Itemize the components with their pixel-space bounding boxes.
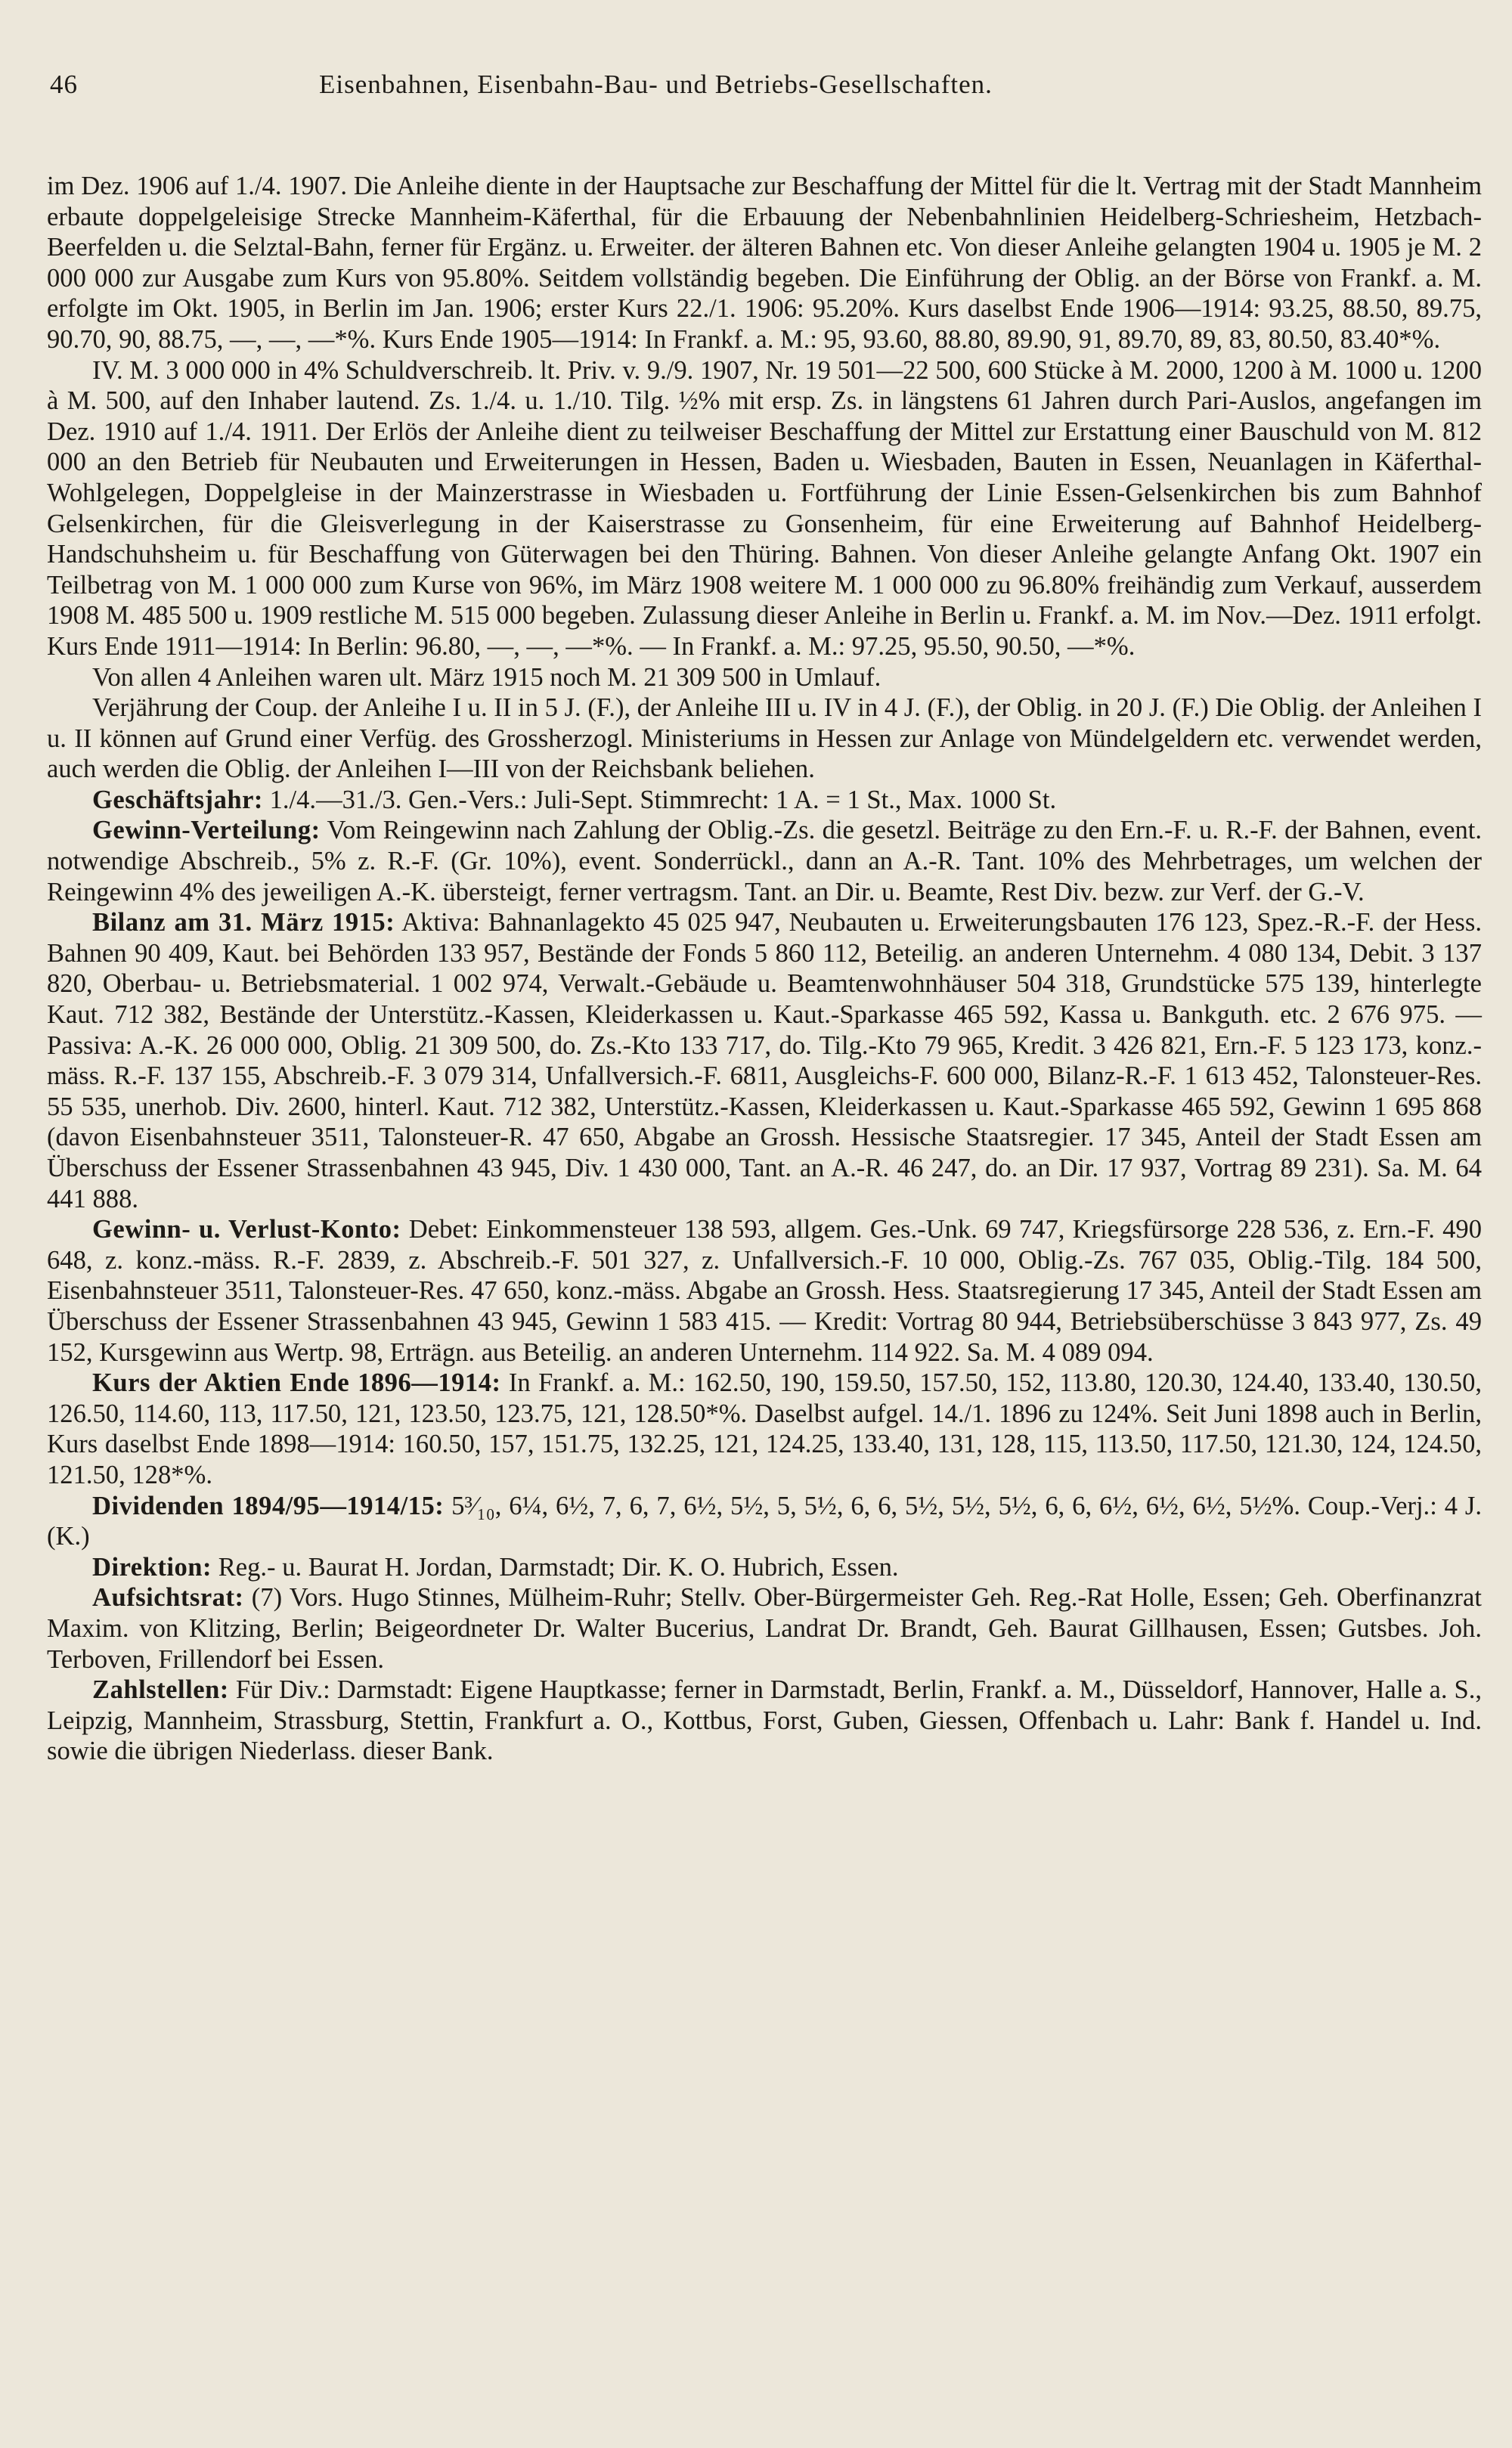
section-label: Zahlstellen: <box>92 1675 229 1705</box>
paragraph-kurs-der-aktien <box>47 1368 1482 1490</box>
page-header <box>47 70 1482 118</box>
paragraph-umlauf <box>47 662 1482 693</box>
paragraph-verjaehrung <box>47 693 1482 785</box>
paragraph-text: Von allen 4 Anleihen waren ult. März 1915 noch M. 21 309 500 in Umlauf. <box>92 662 881 692</box>
paragraph-text: im Dez. 1906 auf 1./4. 1907. Die Anleihe diente in der Hauptsache zur Beschaffung der Mittel für die lt. Vertrag mit der Stadt Mannheim erbaute doppelgeleisige Strecke Mannheim-Käferthal, für die Erbauung der Nebenbahnlinien Heidelberg-Schriesheim, Hetzbach-Beerfelden u. die Selztal-Bahn, ferner für Ergänz. u. Erweiter. der älteren Bahnen etc. Von dieser Anleihe gelangten 1904 u. 1905 je M. 2 000 000 zur Ausgabe zum Kurs von 95.80%. Seitdem vollständig begeben. Die Einführung der Oblig. an der Börse von Frankf. a. M. erfolgte im Okt. 1905, in Berlin im Jan. 1906; erster Kurs 22./1. 1906: 95.20%. Kurs daselbst Ende 1906—1914: 93.25, 88.50, 89.75, 90.70, 90, 88.75, —, —, —*%. Kurs Ende 1905—1914: In Frankf. a. M.: 95, 93.60, 88.80, 89.90, 91, 89.70, 89, 83, 80.50, 83.40*%. <box>47 172 1482 354</box>
paragraph-zahlstellen <box>47 1675 1482 1767</box>
paragraph-text: Debet: Einkommensteuer 138 593, allgem. Ges.-Unk. 69 747, Kriegsfürsorge 228 536, z. Ern.-F. 490 648, z. konz.-mäss. R.-F. 2839, z. Abschreib.-F. 501 327, z. Unfallversich.-F. 10 000, Oblig.-Zs. 767 035, Oblig.-Tilg. 184 500, Eisenbahnsteuer 3511, Talonsteuer-Res. 47 650, konz.-mäss. Abgabe an Grossh. Hess. Staatsregierung 17 345, Anteil der Stadt Essen am Überschuss der Essener Strassenbahnen 43 945, Gewinn 1 583 415. — Kredit: Vortrag 80 944, Betriebsüberschüsse 3 843 977, Zs. 49 152, Kursgewinn aus Wertp. 98, Erträgn. aus Beteilig. an anderen Unternehm. 114 922. Sa. M. 4 089 094. <box>47 1215 1482 1367</box>
paragraph-gewinn-verteilung <box>47 815 1482 907</box>
paragraph-text: Reg.- u. Baurat H. Jordan, Darmstadt; Dir. K. O. Hubrich, Essen. <box>212 1552 899 1582</box>
paragraph-bilanz <box>47 907 1482 1214</box>
paragraph-text: Verjährung der Coup. der Anleihe I u. II in 5 J. (F.), der Anleihe III u. IV in 4 J. (F.), der Oblig. in 20 J. (F.) Die Oblig. der Anleihen I u. II können auf Grund einer Verfüg. des Grossherzogl. Ministeriums in Hessen zur Anlage von Mündelgeldern etc. verwendet werden, auch werden die Oblig. der Anleihen I—III von der Reichsbank beliehen. <box>47 693 1482 784</box>
paragraph-text: 5³⁄₁₀, 6¼, 6½, 7, 6, 7, 6½, 5½, 5, 5½, 6, 6, 5½, 5½, 5½, 6, 6, 6½, 6½, 6½, 5½%. Coup.-Verj.: 4 J. (K.) <box>47 1491 1482 1551</box>
running-head: Eisenbahnen, Eisenbahn-Bau- und Betriebs-Gesellschaften. <box>319 70 993 99</box>
paragraph-dividenden <box>47 1491 1482 1552</box>
paragraph-aufsichtsrat <box>47 1582 1482 1675</box>
paragraph-text: IV. M. 3 000 000 in 4% Schuldverschreib. lt. Priv. v. 9./9. 1907, Nr. 19 501—22 500, 600 Stücke à M. 2000, 1200 à M. 1000 u. 1200 à M. 500, auf den Inhaber lautend. Zs. 1./4. u. 1./10. Tilg. ½% mit ersp. Zs. in längstens 61 Jahren durch Pari-Auslos, angefangen im Dez. 1910 auf 1./4. 1911. Der Erlös der Anleihe dient zu teilweiser Beschaffung der Mittel zur Erstattung einer Bauschuld von M. 812 000 an den Betrieb für Neubauten und Erweiterungen in Hessen, Baden u. Wiesbaden, Bauten in Essen, Neuanlagen in Käferthal-Wohlgelegen, Doppelgleise in der Mainzerstrasse in Wiesbaden u. Fortführung der Linie Essen-Gelsenkirchen bis zum Bahnhof Gelsenkirchen, für die Gleisverlegung in der Kaiserstrasse zu Gonsenheim, für eine Erweiterung auf Bahnhof Heidelberg-Handschuhsheim u. für Beschaffung von Güterwagen bei den Thüring. Bahnen. Von dieser Anleihe gelangte Anfang Okt. 1907 ein Teilbetrag von M. 1 000 000 zum Kurse von 96%, im März 1908 weitere M. 1 000 000 zu 96.80% freihändig zum Verkauf, ausserdem 1908 M. 485 500 u. 1909 restliche M. 515 000 begeben. Zulassung dieser Anleihe in Berlin u. Frankf. a. M. im Nov.—Dez. 1911 erfolgt. Kurs Ende 1911—1914: In Berlin: 96.80, —, —, —*%. — In Frankf. a. M.: 97.25, 95.50, 90.50, —*%. <box>47 355 1482 661</box>
section-label: Aufsichtsrat: <box>92 1583 244 1613</box>
paragraph-text: In Frankf. a. M.: 162.50, 190, 159.50, 157.50, 152, 113.80, 120.30, 124.40, 133.40, 130.50, 126.50, 114.60, 113, 117.50, 121, 123.50, 123.75, 121, 128.50*%. Daselbst aufgel. 14./1. 1896 zu 124%. Seit Juni 1898 auch in Berlin, Kurs daselbst Ende 1898—1914: 160.50, 157, 151.75, 132.25, 121, 124.25, 133.40, 131, 128, 115, 113.50, 117.50, 121.30, 124, 124.50, 121.50, 128*%. <box>47 1368 1482 1489</box>
section-label: Bilanz am 31. März 1915: <box>92 908 395 937</box>
paragraph-geschaeftsjahr <box>47 785 1482 816</box>
section-label: Gewinn- u. Verlust-Konto: <box>92 1215 401 1244</box>
paragraph-anleihe-iv <box>47 355 1482 662</box>
paragraph-gewinn-verlust-konto <box>47 1214 1482 1368</box>
section-label: Kurs der Aktien Ende 1896—1914: <box>92 1368 501 1398</box>
section-label: Dividenden 1894/95—1914/15: <box>92 1491 445 1520</box>
paragraph-text: Vom Reingewinn nach Zahlung der Oblig.-Zs. die gesetzl. Beiträge zu den Ern.-F. u. R.-F. der Bahnen, event. notwendige Abschreib., 5% z. R.-F. (Gr. 10%), event. Sonderrückl., dann an A.-R. Tant. 10% des Mehrbetrages, um welchen der Reingewinn 4% des jeweiligen A.-K. übersteigt, ferner vertragsm. Tant. an Dir. u. Beamte, Rest Div. bezw. zur Verf. der G.-V. <box>47 816 1482 906</box>
section-label: Gewinn-Verteilung: <box>92 816 321 845</box>
page-number: 46 <box>50 70 78 99</box>
paragraph-anleihe-iii-continued <box>47 171 1482 355</box>
paragraph-text: Für Div.: Darmstadt: Eigene Hauptkasse; ferner in Darmstadt, Berlin, Frankf. a. M., Düsseldorf, Hannover, Halle a. S., Leipzig, Mannheim, Strassburg, Stettin, Frankfurt a. O., Kottbus, Forst, Guben, Giessen, Offenbach u. Lahr: Bank f. Handel u. Ind. sowie die übrigen Niederlass. dieser Bank. <box>47 1675 1482 1766</box>
paragraph-text: 1./4.—31./3. Gen.-Vers.: Juli-Sept. Stimmrecht: 1 A. = 1 St., Max. 1000 St. <box>262 785 1057 814</box>
section-label: Geschäftsjahr: <box>92 785 263 814</box>
paragraph-text: Aktiva: Bahnanlagekto 45 025 947, Neubauten u. Erweiterungsbauten 176 123, Spez.-R.-F. der Hess. Bahnen 90 409, Kaut. bei Behörden 133 957, Bestände der Fonds 5 860 112, Beteilig. an anderen Unternehm. 4 080 134, Debit. 3 137 820, Oberbau- u. Betriebsmaterial. 1 002 974, Verwalt.-Gebäude u. Beamtenwohnhäuser 504 318, Grundstücke 575 139, hinterlegte Kaut. 712 382, Bestände der Unterstütz.-Kassen, Kleiderkassen u. Kaut.-Sparkasse 465 592, Kassa u. Bankguth. etc. 2 676 975. — Passiva: A.-K. 26 000 000, Oblig. 21 309 500, do. Zs.-Kto 133 717, do. Tilg.-Kto 79 965, Kredit. 3 426 821, Ern.-F. 5 123 173, konz.-mäss. R.-F. 137 155, Abschreib.-F. 3 079 314, Unfallversich.-F. 6811, Ausgleichs-F. 600 000, Bilanz-R.-F. 1 613 452, Talonsteuer-Res. 55 535, unerhob. Div. 2600, hinterl. Kaut. 712 382, Unterstütz.-Kassen, Kleiderkassen u. Kaut.-Sparkasse 465 592, Gewinn 1 695 868 (davon Eisenbahnsteuer 3511, Talonsteuer-R. 47 650, Abgabe an Grossh. Hessische Staatsregier. 17 345, Anteil der Stadt Essen am Überschuss der Essener Strassenbahnen 43 945, Div. 1 430 000, Tant. an A.-R. 46 247, do. an Dir. 17 937, Vortrag 89 231). Sa. M. 64 441 888. <box>47 908 1482 1213</box>
paragraph-text: (7) Vors. Hugo Stinnes, Mülheim-Ruhr; Stellv. Ober-Bürgermeister Geh. Reg.-Rat Holle, Essen; Geh. Oberfinanzrat Maxim. von Klitzing, Berlin; Beigeordneter Dr. Walter Bucerius, Landrat Dr. Brandt, Geh. Baurat Gillhausen, Essen; Gutsbes. Joh. Terboven, Frillendorf bei Essen. <box>47 1583 1482 1674</box>
document-body <box>47 171 1482 1767</box>
paragraph-direktion <box>47 1552 1482 1583</box>
section-label: Direktion: <box>92 1552 212 1582</box>
